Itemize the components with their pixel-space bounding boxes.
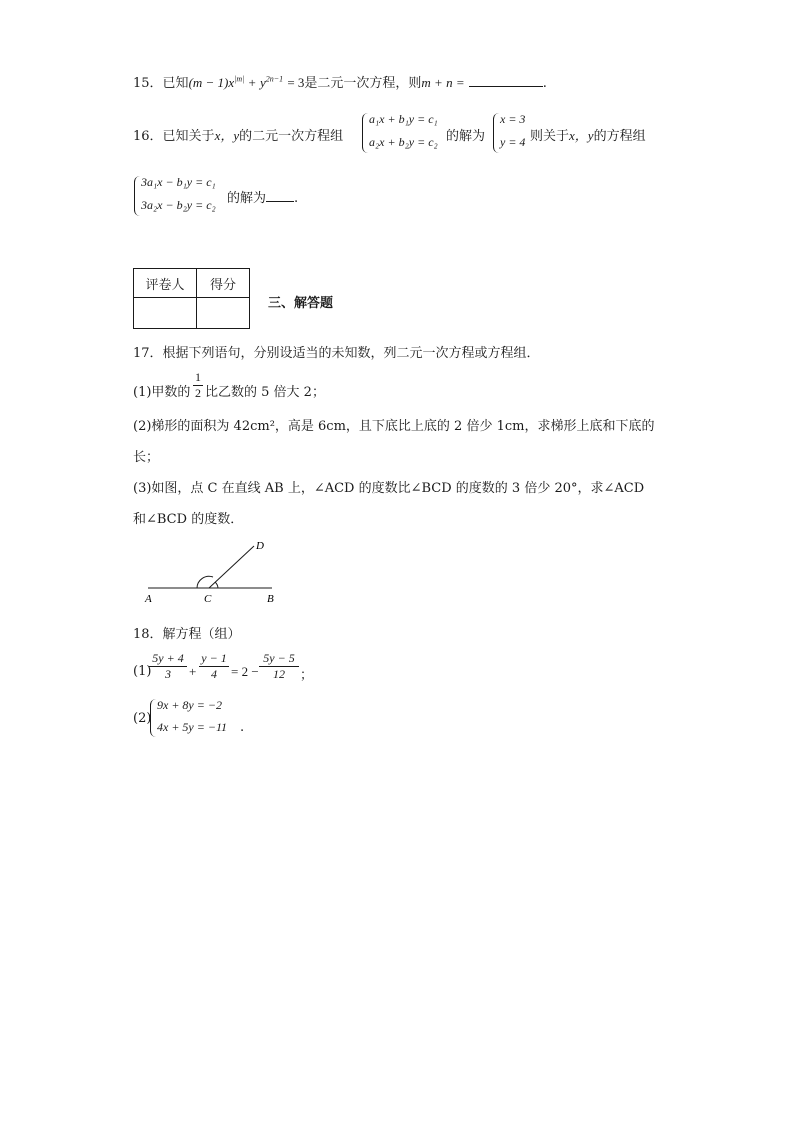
q17-part1-denominator: 2 (195, 386, 201, 400)
q16-vars1: x，y (214, 128, 240, 143)
q18-fraction2-denominator: 4 (199, 666, 229, 682)
q15-m-minus-1: (m − 1) (188, 75, 229, 90)
q15-answer-blank[interactable] (469, 74, 543, 87)
q15-mid: 是二元一次方程，则 (304, 76, 422, 91)
q17-stem: 17．根据下列语句，分别设适当的未知数，列二元一次方程或方程组． (133, 346, 540, 361)
q16-lead-text (133, 125, 343, 144)
q18-part1-end: ； (300, 668, 314, 683)
q15-end: . (542, 76, 547, 91)
q18-plus: + (189, 664, 197, 679)
q16-solution-eq2: y = 4 (500, 135, 526, 149)
q18-stem: 18．解方程（组） (133, 627, 241, 642)
q18-system-brace (150, 699, 157, 737)
q16-system2-eq1: 3a₁x − b₁y = c₁ (141, 175, 216, 189)
q18-fraction2-numerator: y − 1 (201, 651, 227, 665)
q15-y: y (259, 75, 266, 90)
q16-mid3-text (530, 125, 646, 144)
q18-fraction2 (199, 651, 229, 682)
q17-part3-line2: 和∠BCD 的度数． (133, 512, 244, 527)
q16-system1-brace (362, 113, 369, 153)
q16-system1-eq1: a₁x + b₁y = c₁ (369, 112, 438, 126)
q18-fraction1-numerator: 5y + 4 (152, 651, 184, 665)
q18-system-eq1: 9x + 8y = −2 (157, 698, 222, 712)
q16-system1-eq2: a₂x + b₂y = c₂ (369, 135, 438, 149)
q16-solution-eq1: x = 3 (500, 112, 526, 126)
label-d: D (256, 540, 264, 552)
q15-plus: + (248, 75, 256, 90)
q16-tail-text (227, 187, 298, 206)
ray-cd (209, 546, 254, 588)
q16-lead: 已知关于 (162, 129, 215, 144)
q18-fraction3-denominator: 12 (259, 666, 299, 682)
q17-part3-line1: (3)如图，点 C 在直线 AB 上，∠ACD 的度数比∠BCD 的度数的 3 倍少 20°，求∠ACD (133, 481, 645, 496)
q15-x: x (228, 75, 235, 90)
angle-bcd-arc (215, 582, 218, 588)
section3-title: 三、解答题 (268, 296, 334, 311)
q17-part1-b: 比乙数的 5 倍大 2； (205, 385, 325, 400)
label-a: A (145, 593, 152, 605)
q15-line (133, 72, 547, 91)
q16-mid2: 的解为 (446, 129, 486, 144)
q18-fraction1-denominator: 3 (149, 666, 187, 682)
q16-mid1: 的二元一次方程组 (239, 129, 344, 144)
q18-equals: = 2 − (231, 664, 259, 679)
q18-fraction3-numerator: 5y − 5 (263, 651, 295, 665)
q16-solution-brace (493, 113, 500, 153)
q16-answer-blank[interactable] (266, 189, 294, 202)
score-table (133, 268, 250, 329)
q15-lead: 已知 (162, 76, 189, 91)
q16-end: . (294, 191, 299, 206)
q18-system-eq2: 4x + 5y = −11 (157, 720, 228, 734)
q17-part2-line1: (2)梯形的面积为 42cm²，高是 6cm，且下底比上底的 2 倍少 1cm，求梯形上底和下底的 (133, 419, 655, 434)
q17-part1-numerator: 1 (195, 370, 201, 384)
q15-x-exp: |m| (234, 74, 245, 84)
q17-part1-a: (1)甲数的 (133, 385, 191, 400)
score-table-grader-cell[interactable] (134, 298, 197, 329)
q18-part1-prefix: (1) (133, 664, 152, 679)
q18-part2-end: . (240, 720, 245, 735)
q18-part2-prefix: (2) (133, 711, 152, 726)
label-c: C (204, 593, 212, 605)
q17-part1-fraction (193, 370, 203, 401)
q18-fraction3 (259, 651, 299, 682)
q16-system2-eq2: 3a₂x − b₂y = c₂ (141, 198, 216, 212)
q18-fraction1 (149, 651, 187, 682)
q16-mid3: 则关于 (530, 129, 570, 144)
q16-vars2: x，y (569, 128, 594, 143)
q15-number: 15． (133, 76, 163, 91)
q16-mid4: 的方程组 (593, 129, 646, 144)
q15-y-exp: 2n−1 (265, 74, 284, 84)
q15-eq: = 3 (287, 75, 305, 90)
label-b: B (267, 593, 274, 605)
score-table-score-header: 得分 (197, 269, 250, 298)
score-table-grader-header: 评卷人 (134, 269, 197, 298)
q16-number: 16． (133, 129, 163, 144)
q17-part2-line2: 长； (133, 450, 160, 465)
q16-system2-brace (134, 176, 141, 216)
q17-angle-figure (140, 538, 285, 608)
q16-tail: 的解为 (227, 191, 267, 206)
score-table-score-cell[interactable] (197, 298, 250, 329)
q15-target: m + n = (421, 75, 465, 90)
